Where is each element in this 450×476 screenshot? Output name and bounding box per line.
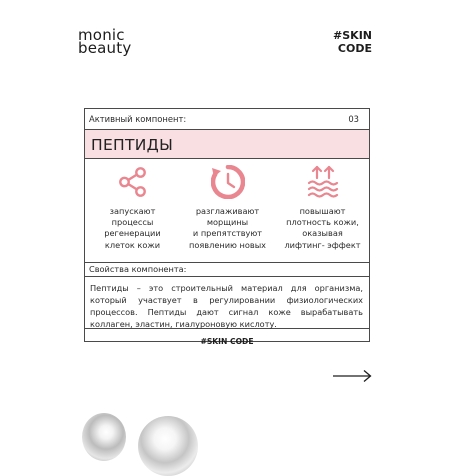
tag-line-1: #SKIN [333, 29, 372, 42]
ingredient-title: ПЕПТИДЫ [91, 136, 174, 154]
card-header [85, 109, 369, 130]
feature-regeneration [85, 159, 180, 263]
feature-3-line-2: плотность кожи, [286, 217, 359, 228]
feature-1-line-3: регенерации [104, 228, 161, 239]
water-drop-icon [138, 416, 198, 476]
properties-label: Свойства компонента: [89, 264, 187, 274]
feature-2-line-1: разглаживают [195, 206, 260, 216]
tag-line-2: CODE [337, 42, 372, 55]
arrow-right-icon[interactable] [332, 369, 372, 383]
brand-logo [78, 26, 132, 57]
feature-1-line-4: клеток кожи [104, 239, 161, 250]
feature-1-line-1: запускают [109, 206, 156, 216]
active-component-label: Активный компонент: [89, 114, 187, 124]
brand-line-1: monic [78, 26, 125, 44]
description-row [85, 277, 369, 329]
features-row [85, 159, 369, 263]
feature-3-line-3: оказывая [302, 228, 343, 239]
clock-rewind-icon [211, 165, 245, 199]
brand-line-2: beauty [78, 39, 132, 57]
title-band [85, 130, 369, 159]
molecule-icon [116, 165, 150, 199]
card-number: 03 [348, 114, 359, 124]
feature-2-line-3: и препятствуют [192, 228, 263, 239]
footer-tag: #SKIN CODE [200, 337, 254, 346]
feature-3-line-4: лифтинг- эффект [284, 239, 361, 250]
skin-code-tag [333, 29, 372, 55]
feature-2-line-4: появлению новых [188, 239, 267, 250]
ingredient-description: Пептиды – это строительный материал для организма, который участвует в регулировании физиологических процессов. Пептиды дают сигнал коже вырабатывать коллаген, эластин, гиалуроновую кислоту. [90, 283, 363, 329]
properties-header [85, 263, 369, 277]
water-drop-icon [82, 413, 126, 461]
feature-wrinkles [180, 159, 275, 263]
lift-waves-icon [306, 165, 340, 199]
feature-lifting [275, 159, 370, 263]
card-footer [85, 329, 369, 346]
feature-3-line-1: повышают [299, 206, 346, 216]
feature-1-line-2: процессы [111, 217, 154, 228]
ingredient-card [84, 108, 370, 346]
feature-2-line-2: морщины [206, 217, 249, 228]
